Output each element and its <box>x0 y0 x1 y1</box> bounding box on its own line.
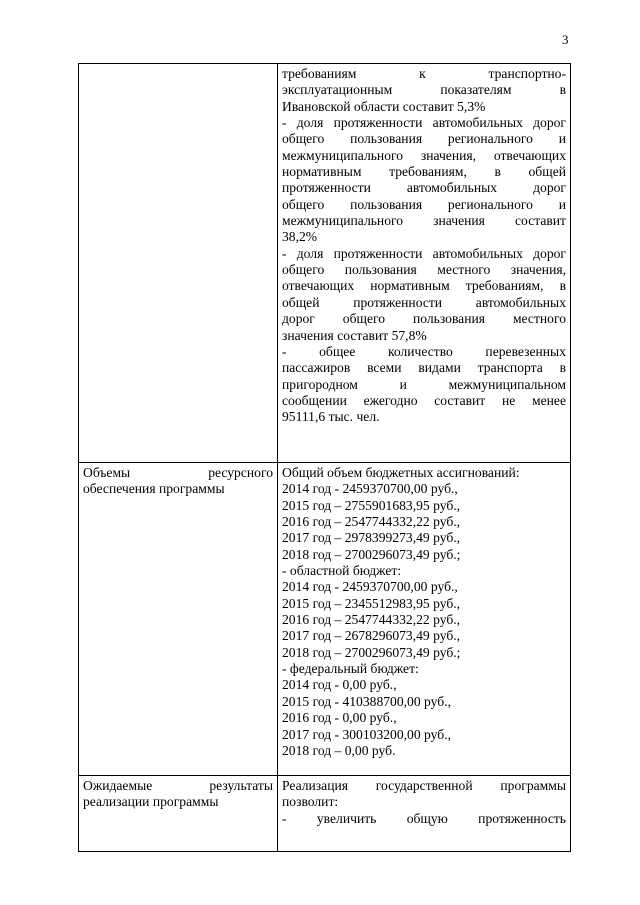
row-content-cell <box>278 463 571 776</box>
text-line: 2018 год – 0,00 руб. <box>282 742 396 758</box>
row-label-cell <box>79 463 278 776</box>
text-line: протяженности автомобильных дорог <box>282 180 566 196</box>
text-line: нормативным требованиям, в общей <box>282 164 566 180</box>
text-line: - доля протяженности автомобильных дорог <box>282 115 566 131</box>
table-row-resources <box>79 463 571 776</box>
text-line: 2014 год - 2459370700,00 руб., <box>282 481 458 497</box>
text-line: 2016 год – 2547744332,22 руб., <box>282 612 461 628</box>
text-line: 2016 год – 2547744332,22 руб., <box>282 514 461 530</box>
text-line: обеспечения программы <box>83 481 225 497</box>
row-content-cell <box>278 64 571 463</box>
row-content-cell <box>278 776 571 852</box>
text-line: 2017 год – 2978399273,49 руб., <box>282 530 461 546</box>
text-line: значения составит 57,8% <box>282 327 427 343</box>
page-number: 3 <box>562 32 569 47</box>
text-line: Ожидаемые результаты <box>83 778 273 793</box>
text-line: 2017 год - 300103200,00 руб., <box>282 726 451 742</box>
text-line: 2018 год – 2700296073,49 руб.; <box>282 644 461 660</box>
row-label-cell <box>79 776 278 852</box>
text-line: Общий объем бюджетных ассигнований: <box>282 465 520 480</box>
text-line: эксплуатационным показателям в <box>282 82 566 98</box>
text-line: 38,2% <box>282 229 318 245</box>
text-line: пассажиров всеми видами транспорта в <box>282 360 566 376</box>
text-line: 2018 год – 2700296073,49 руб.; <box>282 546 461 562</box>
text-line: - доля протяженности автомобильных дорог <box>282 245 566 261</box>
text-line: 2014 год - 0,00 руб., <box>282 677 397 693</box>
text-line: пригородном и межмуниципальном <box>282 376 566 392</box>
table-row-targets <box>79 64 571 463</box>
text-line: межмуниципального значения составит <box>282 213 566 229</box>
text-line: 2015 год - 410388700,00 руб., <box>282 693 451 709</box>
text-line: общего пользования регионального и <box>282 196 566 212</box>
text-line: общей протяженности автомобильных <box>282 294 566 310</box>
text-line: отвечающих нормативным требованиям, в <box>282 278 566 294</box>
text-line: общего пользования местного значения, <box>282 262 566 278</box>
text-line: - федеральный бюджет: <box>282 661 419 677</box>
program-passport-table <box>78 63 571 852</box>
text-line: Ивановской области составит 5,3% <box>282 98 486 114</box>
text-line: сообщении ежегодно составит не менее <box>282 392 566 408</box>
table-row-expected-results <box>79 776 571 852</box>
text-line: дорог общего пользования местного <box>282 311 566 327</box>
text-line: - увеличить общую протяженность <box>282 810 566 826</box>
text-line: реализации программы <box>83 794 219 810</box>
text-line: межмуниципального значения, отвечающих <box>282 147 566 163</box>
text-line: 2016 год - 0,00 руб., <box>282 710 397 726</box>
text-line: Объемы ресурсного <box>83 465 273 480</box>
text-line: требованиям к транспортно- <box>282 66 566 81</box>
text-line: 2017 год – 2678296073,49 руб., <box>282 628 461 644</box>
text-line: 2014 год - 2459370700,00 руб., <box>282 579 458 595</box>
text-line: 2015 год – 2755901683,95 руб., <box>282 497 461 513</box>
text-line: - областной бюджет: <box>282 563 402 579</box>
text-line: - общее количество перевезенных <box>282 343 566 359</box>
text-line: общего пользования регионального и <box>282 131 566 147</box>
text-line: позволит: <box>282 794 339 810</box>
text-line: 2015 год – 2345512983,95 руб., <box>282 595 461 611</box>
text-line: 95111,6 тыс. чел. <box>282 409 380 425</box>
row-label-cell <box>79 64 278 463</box>
text-line: Реализация государственной программы <box>282 778 566 793</box>
